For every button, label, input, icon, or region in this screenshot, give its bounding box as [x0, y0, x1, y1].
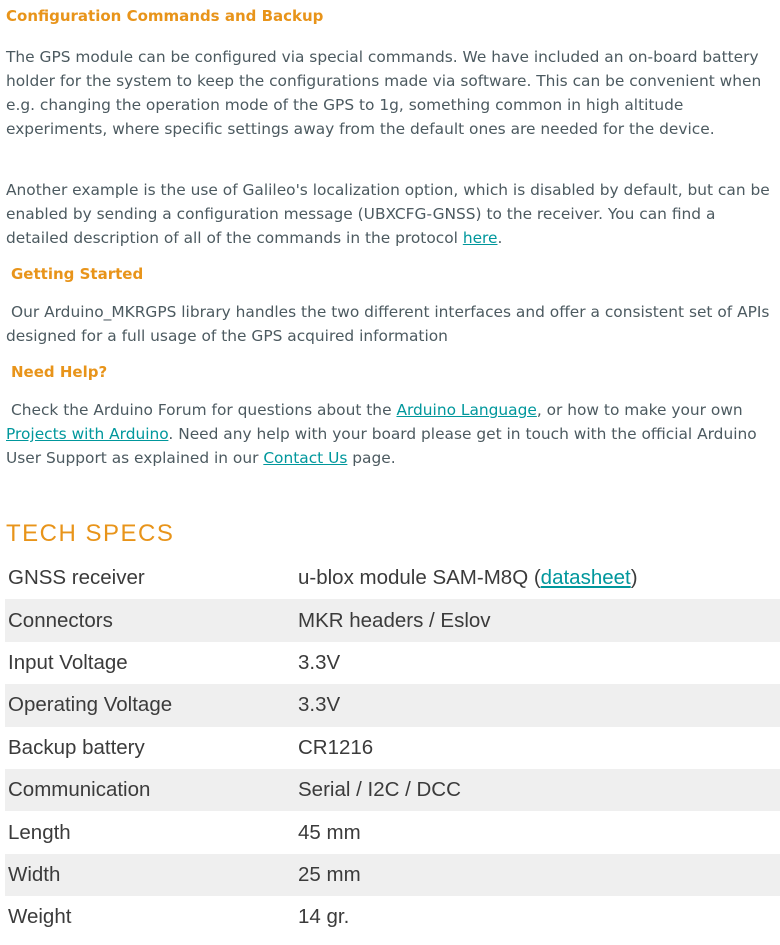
need-help-text-4: page.	[347, 449, 396, 467]
spec-row-connectors	[5, 599, 780, 641]
spec-value-text: u-blox module SAM-M8Q (	[298, 566, 541, 590]
tech-specs-title: TECH SPECS	[6, 520, 175, 547]
spec-key: Weight	[8, 905, 72, 929]
spec-key: Width	[5, 854, 295, 896]
spec-value-suffix: )	[630, 566, 638, 590]
spec-key: Connectors	[5, 599, 295, 641]
getting-started-heading: Getting Started	[11, 265, 144, 283]
spec-row-operating-voltage	[5, 684, 780, 726]
spec-key: Backup battery	[8, 735, 145, 759]
spec-row-backup-battery	[5, 727, 780, 769]
spec-value: MKR headers / Eslov	[295, 599, 780, 641]
spec-value: CR1216	[298, 735, 374, 759]
spec-value: 14 gr.	[298, 905, 350, 929]
spec-value: 25 mm	[295, 854, 780, 896]
spec-row-length	[5, 811, 780, 853]
projects-with-arduino-link[interactable]: Projects with Arduino	[6, 425, 169, 443]
arduino-language-link[interactable]: Arduino Language	[396, 401, 537, 419]
spec-value: 3.3V	[295, 684, 780, 726]
datasheet-link[interactable]: datasheet	[540, 566, 631, 590]
tech-specs-table	[5, 557, 780, 939]
spec-row-input-voltage	[5, 642, 780, 684]
need-help-text-2: , or how to make your own	[536, 401, 743, 419]
getting-started-paragraph: Our Arduino_MKRGPS library handles the two different interfaces and offer a consistent set of APIs designed for a full usage of the GPS acquired information	[6, 303, 770, 345]
spec-value: 3.3V	[298, 650, 341, 674]
config-paragraph-1: The GPS module can be configured via special commands. We have included an on-board battery holder for the system to keep the configurations made via software. This can be convenient when e.g. changing the operation mode of the GPS to 1g, something common in high altitude experiments, where specific settings away from the default ones are needed for the device.	[6, 48, 762, 138]
config-paragraph-2	[6, 178, 778, 250]
spec-value: 45 mm	[298, 820, 361, 844]
need-help-text-3: . Need any help with your board please get in touch with the official Arduino User Support as explained in our	[6, 425, 757, 467]
protocol-here-link[interactable]: here	[462, 229, 498, 247]
need-help-text-1: Check the Arduino Forum for questions about the	[11, 401, 397, 419]
spec-key: Operating Voltage	[5, 684, 295, 726]
config-paragraph-2-end: .	[497, 229, 503, 247]
spec-row-communication	[5, 769, 780, 811]
contact-us-link[interactable]: Contact Us	[263, 449, 348, 467]
spec-key: Length	[8, 820, 71, 844]
spec-key: Input Voltage	[8, 650, 128, 674]
need-help-heading: Need Help?	[11, 363, 108, 381]
config-paragraph-2-text: Another example is the use of Galileo's localization option, which is disabled by default, but can be enabled by sending a configuration message (UBXCFG-GNSS) to the receiver. You can find a detailed description of all of the commands in the protocol	[6, 181, 770, 247]
spec-key: GNSS receiver	[8, 566, 145, 590]
spec-row-width	[5, 854, 780, 896]
need-help-paragraph	[6, 398, 778, 470]
spec-key: Communication	[5, 769, 295, 811]
config-heading: Configuration Commands and Backup	[6, 7, 324, 25]
spec-value	[295, 557, 780, 599]
spec-row-gnss	[5, 557, 780, 599]
spec-value: Serial / I2C / DCC	[295, 769, 780, 811]
spec-row-weight	[5, 896, 780, 938]
